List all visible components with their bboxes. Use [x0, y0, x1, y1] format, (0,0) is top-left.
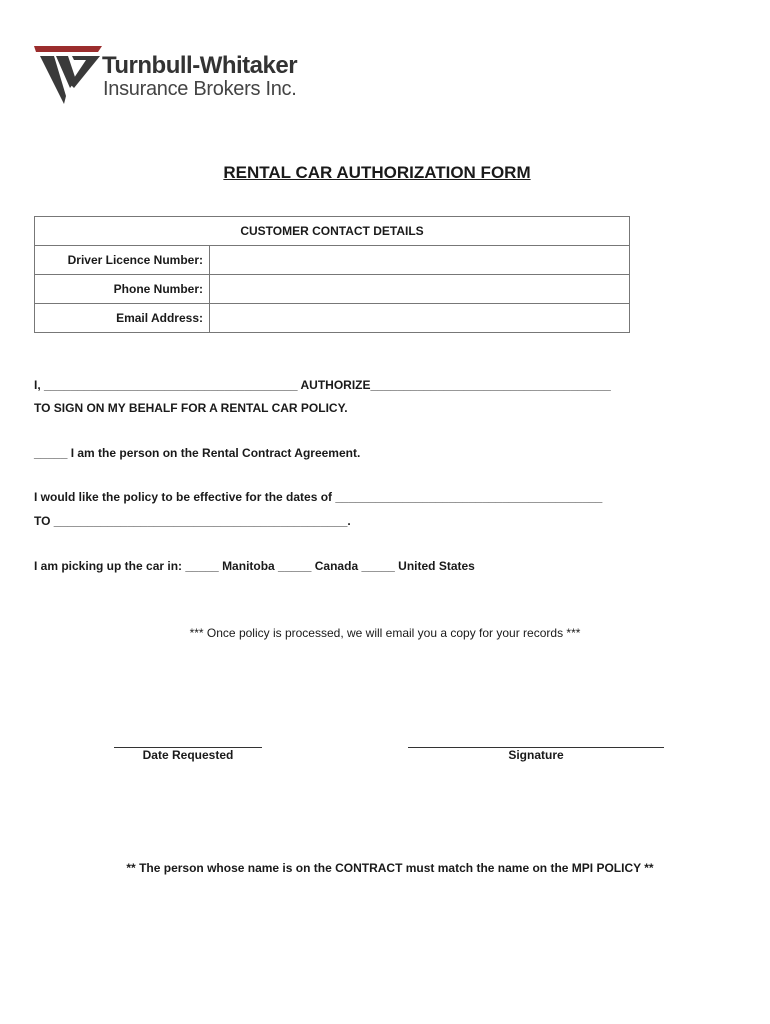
records-note: *** Once policy is processed, we will email you a copy for your records *** [189, 626, 581, 640]
end-date-line[interactable]: TO ____________________________________________. [34, 514, 351, 528]
email-address-field[interactable] [210, 304, 630, 333]
phone-number-label: Phone Number: [35, 275, 210, 304]
form-title: RENTAL CAR AUTHORIZATION FORM [223, 163, 531, 182]
company-logo-icon [34, 44, 104, 106]
date-requested-label: Date Requested [142, 748, 234, 762]
email-address-label: Email Address: [35, 304, 210, 333]
contact-details-header: CUSTOMER CONTACT DETAILS [35, 217, 630, 246]
driver-licence-field[interactable] [210, 246, 630, 275]
contact-details-table [34, 216, 630, 333]
brand-subtitle: Insurance Brokers Inc. [103, 78, 297, 100]
pickup-location-line[interactable]: I am picking up the car in: _____ Manitoba _____ Canada _____ United States [34, 559, 475, 573]
contract-person-line[interactable]: _____ I am the person on the Rental Contract Agreement. [34, 446, 361, 460]
footer-note: ** The person whose name is on the CONTRACT must match the name on the MPI POLICY ** [126, 861, 654, 875]
signature-label: Signature [508, 748, 564, 762]
behalf-line: TO SIGN ON MY BEHALF FOR A RENTAL CAR POLICY. [34, 401, 348, 415]
authorize-line[interactable]: I, ______________________________________ AUTHORIZE____________________________________ [34, 378, 611, 392]
effective-dates-line[interactable]: I would like the policy to be effective for the dates of ________________________________________ [34, 490, 603, 504]
brand-name: Turnbull-Whitaker [102, 52, 298, 79]
phone-number-field[interactable] [210, 275, 630, 304]
driver-licence-label: Driver Licence Number: [35, 246, 210, 275]
